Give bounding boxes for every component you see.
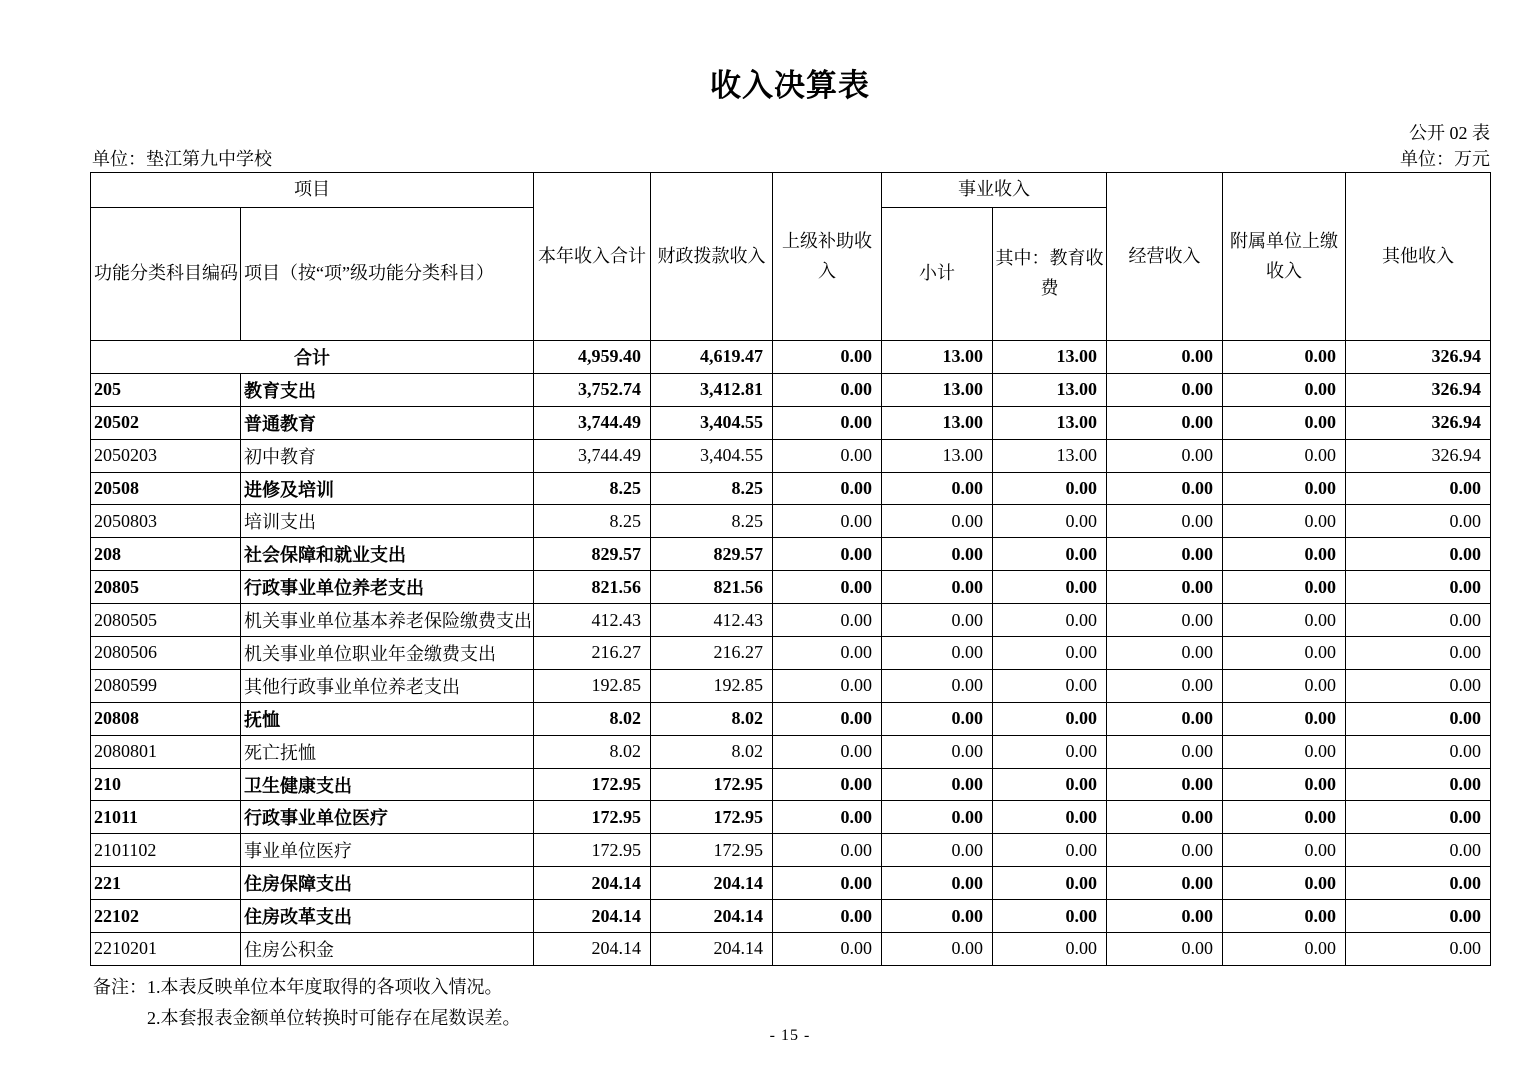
row-value: 13.00 bbox=[882, 406, 993, 439]
row-item-name: 其他行政事业单位养老支出 bbox=[241, 669, 534, 702]
row-function-code: 2080599 bbox=[91, 669, 241, 702]
row-value: 0.00 bbox=[773, 801, 882, 834]
row-value: 192.85 bbox=[651, 669, 773, 702]
row-value: 0.00 bbox=[1107, 669, 1223, 702]
header-project-group: 项目 bbox=[91, 173, 534, 208]
row-value: 0.00 bbox=[1346, 571, 1491, 604]
header-function-code: 功能分类科目编码 bbox=[91, 208, 241, 341]
row-value: 0.00 bbox=[773, 571, 882, 604]
table-row bbox=[91, 439, 1491, 472]
row-value: 0.00 bbox=[1223, 406, 1346, 439]
row-value: 0.00 bbox=[1346, 834, 1491, 867]
row-item-name: 卫生健康支出 bbox=[241, 768, 534, 801]
row-value: 0.00 bbox=[1346, 768, 1491, 801]
row-value: 0.00 bbox=[1223, 505, 1346, 538]
header-row-groups bbox=[91, 173, 1491, 208]
row-item-name: 进修及培训 bbox=[241, 472, 534, 505]
table-row bbox=[91, 373, 1491, 406]
row-value: 0.00 bbox=[1107, 900, 1223, 933]
table-row bbox=[91, 571, 1491, 604]
row-function-code: 2080505 bbox=[91, 604, 241, 637]
row-value: 0.00 bbox=[993, 669, 1107, 702]
row-function-code: 21011 bbox=[91, 801, 241, 834]
table-code-label: 公开 02 表 bbox=[1409, 123, 1490, 143]
row-value: 204.14 bbox=[651, 933, 773, 966]
row-value: 0.00 bbox=[1107, 702, 1223, 735]
row-value: 0.00 bbox=[1346, 505, 1491, 538]
row-value: 0.00 bbox=[882, 505, 993, 538]
row-item-name: 行政事业单位医疗 bbox=[241, 801, 534, 834]
row-value: 0.00 bbox=[1346, 900, 1491, 933]
header-total-income: 本年收入合计 bbox=[534, 173, 651, 341]
row-value: 204.14 bbox=[651, 900, 773, 933]
row-function-code: 20808 bbox=[91, 702, 241, 735]
row-value: 0.00 bbox=[882, 669, 993, 702]
row-function-code: 20502 bbox=[91, 406, 241, 439]
footnote-prefix: 备注： bbox=[93, 977, 147, 997]
row-value: 0.00 bbox=[1223, 900, 1346, 933]
row-value: 13.00 bbox=[882, 439, 993, 472]
row-function-code: 2050203 bbox=[91, 439, 241, 472]
row-value: 8.02 bbox=[651, 735, 773, 768]
table-row bbox=[91, 341, 1491, 374]
table-row bbox=[91, 505, 1491, 538]
row-value: 8.25 bbox=[651, 472, 773, 505]
row-value: 0.00 bbox=[882, 571, 993, 604]
row-value: 0.00 bbox=[993, 900, 1107, 933]
row-value: 412.43 bbox=[651, 604, 773, 637]
row-value: 0.00 bbox=[882, 604, 993, 637]
header-superior-subsidy: 上级补助收入 bbox=[773, 173, 882, 341]
row-value: 204.14 bbox=[534, 867, 651, 900]
row-value: 13.00 bbox=[993, 406, 1107, 439]
row-value: 0.00 bbox=[993, 472, 1107, 505]
row-value: 0.00 bbox=[773, 834, 882, 867]
row-item-name: 住房公积金 bbox=[241, 933, 534, 966]
row-item-name: 培训支出 bbox=[241, 505, 534, 538]
row-value: 0.00 bbox=[1346, 637, 1491, 670]
meta-row bbox=[92, 145, 1490, 171]
row-value: 0.00 bbox=[1223, 341, 1346, 374]
row-value: 0.00 bbox=[1346, 538, 1491, 571]
row-value: 0.00 bbox=[773, 669, 882, 702]
table-row bbox=[91, 867, 1491, 900]
row-value: 172.95 bbox=[534, 768, 651, 801]
header-business-income-group: 事业收入 bbox=[882, 173, 1107, 208]
row-value: 8.25 bbox=[534, 505, 651, 538]
row-value: 204.14 bbox=[534, 900, 651, 933]
row-value: 0.00 bbox=[993, 933, 1107, 966]
row-value: 0.00 bbox=[882, 900, 993, 933]
row-value: 412.43 bbox=[534, 604, 651, 637]
footnote-text-1: 1.本表反映单位本年度取得的各项收入情况。 bbox=[147, 977, 503, 997]
row-value: 0.00 bbox=[773, 341, 882, 374]
row-value: 204.14 bbox=[651, 867, 773, 900]
row-function-code: 2080506 bbox=[91, 637, 241, 670]
row-function-code: 2050803 bbox=[91, 505, 241, 538]
row-value: 0.00 bbox=[1346, 604, 1491, 637]
footnote-line-1 bbox=[93, 972, 521, 1003]
row-value: 0.00 bbox=[1107, 571, 1223, 604]
row-value: 0.00 bbox=[773, 505, 882, 538]
row-function-code: 2210201 bbox=[91, 933, 241, 966]
row-value: 0.00 bbox=[1107, 867, 1223, 900]
row-value: 0.00 bbox=[1223, 669, 1346, 702]
row-value: 13.00 bbox=[882, 373, 993, 406]
row-function-code: 22102 bbox=[91, 900, 241, 933]
row-value: 0.00 bbox=[1346, 801, 1491, 834]
row-value: 0.00 bbox=[1223, 637, 1346, 670]
footnote-line-2: 2.本套报表金额单位转换时可能存在尾数误差。 bbox=[147, 1008, 521, 1028]
row-value: 8.02 bbox=[534, 702, 651, 735]
table-row bbox=[91, 768, 1491, 801]
row-function-code: 2080801 bbox=[91, 735, 241, 768]
row-value: 216.27 bbox=[651, 637, 773, 670]
row-value: 0.00 bbox=[993, 505, 1107, 538]
row-value: 0.00 bbox=[773, 900, 882, 933]
table-row bbox=[91, 900, 1491, 933]
row-function-code: 2101102 bbox=[91, 834, 241, 867]
row-item-name: 住房保障支出 bbox=[241, 867, 534, 900]
row-value: 829.57 bbox=[651, 538, 773, 571]
row-item-total: 合计 bbox=[91, 341, 534, 374]
row-value: 0.00 bbox=[773, 373, 882, 406]
row-value: 0.00 bbox=[773, 604, 882, 637]
row-value: 326.94 bbox=[1346, 341, 1491, 374]
row-function-code: 20508 bbox=[91, 472, 241, 505]
row-value: 0.00 bbox=[1346, 472, 1491, 505]
row-value: 172.95 bbox=[534, 834, 651, 867]
row-value: 172.95 bbox=[651, 801, 773, 834]
row-item-name: 事业单位医疗 bbox=[241, 834, 534, 867]
row-value: 0.00 bbox=[993, 637, 1107, 670]
row-value: 0.00 bbox=[1223, 867, 1346, 900]
row-value: 0.00 bbox=[882, 702, 993, 735]
page-title: 收入决算表 bbox=[710, 68, 870, 103]
row-value: 0.00 bbox=[1346, 702, 1491, 735]
row-value: 0.00 bbox=[993, 834, 1107, 867]
row-value: 8.02 bbox=[651, 702, 773, 735]
row-value: 0.00 bbox=[1107, 768, 1223, 801]
row-value: 0.00 bbox=[1346, 669, 1491, 702]
income-final-accounts-table bbox=[90, 172, 1491, 966]
row-value: 0.00 bbox=[1107, 801, 1223, 834]
row-value: 0.00 bbox=[773, 472, 882, 505]
row-value: 3,404.55 bbox=[651, 406, 773, 439]
row-value: 0.00 bbox=[993, 702, 1107, 735]
row-item-name: 死亡抚恤 bbox=[241, 735, 534, 768]
row-value: 0.00 bbox=[1223, 702, 1346, 735]
row-value: 0.00 bbox=[773, 768, 882, 801]
row-value: 0.00 bbox=[773, 702, 882, 735]
row-value: 172.95 bbox=[651, 834, 773, 867]
row-item-name: 社会保障和就业支出 bbox=[241, 538, 534, 571]
header-other-income: 其他收入 bbox=[1346, 173, 1491, 341]
row-function-code: 208 bbox=[91, 538, 241, 571]
row-value: 0.00 bbox=[882, 834, 993, 867]
row-value: 0.00 bbox=[882, 735, 993, 768]
row-value: 0.00 bbox=[993, 604, 1107, 637]
row-value: 204.14 bbox=[534, 933, 651, 966]
row-function-code: 20805 bbox=[91, 571, 241, 604]
row-value: 821.56 bbox=[651, 571, 773, 604]
table-row bbox=[91, 538, 1491, 571]
row-value: 0.00 bbox=[1107, 406, 1223, 439]
row-value: 0.00 bbox=[993, 571, 1107, 604]
row-value: 0.00 bbox=[1223, 768, 1346, 801]
row-value: 0.00 bbox=[773, 637, 882, 670]
row-function-code: 221 bbox=[91, 867, 241, 900]
header-item-name: 项目（按“项”级功能分类科目） bbox=[241, 208, 534, 341]
row-value: 0.00 bbox=[1107, 834, 1223, 867]
row-value: 0.00 bbox=[1346, 735, 1491, 768]
row-value: 0.00 bbox=[1223, 439, 1346, 472]
org-unit-label: 单位：垫江第九中学校 bbox=[92, 149, 272, 169]
header-fiscal-appropriation: 财政拨款收入 bbox=[651, 173, 773, 341]
row-value: 0.00 bbox=[1223, 571, 1346, 604]
row-value: 0.00 bbox=[882, 768, 993, 801]
row-value: 0.00 bbox=[1107, 933, 1223, 966]
row-value: 8.25 bbox=[651, 505, 773, 538]
row-item-name: 机关事业单位基本养老保险缴费支出 bbox=[241, 604, 534, 637]
row-value: 0.00 bbox=[1346, 867, 1491, 900]
row-value: 0.00 bbox=[773, 406, 882, 439]
row-value: 0.00 bbox=[882, 867, 993, 900]
row-value: 0.00 bbox=[882, 472, 993, 505]
currency-unit-label: 单位：万元 bbox=[1400, 149, 1490, 169]
row-value: 0.00 bbox=[773, 439, 882, 472]
row-value: 0.00 bbox=[993, 801, 1107, 834]
row-item-name: 普通教育 bbox=[241, 406, 534, 439]
row-value: 3,744.49 bbox=[534, 406, 651, 439]
row-value: 0.00 bbox=[1107, 604, 1223, 637]
row-item-name: 住房改革支出 bbox=[241, 900, 534, 933]
table-row bbox=[91, 933, 1491, 966]
row-value: 0.00 bbox=[773, 867, 882, 900]
row-value: 0.00 bbox=[1107, 505, 1223, 538]
row-value: 0.00 bbox=[773, 538, 882, 571]
table-row bbox=[91, 801, 1491, 834]
header-subtotal: 小计 bbox=[882, 208, 993, 341]
row-value: 0.00 bbox=[1223, 538, 1346, 571]
row-value: 0.00 bbox=[993, 538, 1107, 571]
row-value: 4,619.47 bbox=[651, 341, 773, 374]
row-value: 0.00 bbox=[1107, 538, 1223, 571]
row-value: 0.00 bbox=[1223, 801, 1346, 834]
table-row bbox=[91, 472, 1491, 505]
row-value: 0.00 bbox=[1107, 373, 1223, 406]
row-value: 0.00 bbox=[993, 867, 1107, 900]
row-value: 0.00 bbox=[1223, 735, 1346, 768]
row-value: 0.00 bbox=[1223, 604, 1346, 637]
row-item-name: 教育支出 bbox=[241, 373, 534, 406]
footnotes bbox=[93, 972, 521, 1034]
row-value: 0.00 bbox=[1223, 472, 1346, 505]
row-item-name: 抚恤 bbox=[241, 702, 534, 735]
row-value: 0.00 bbox=[773, 735, 882, 768]
table-row bbox=[91, 702, 1491, 735]
table-row bbox=[91, 834, 1491, 867]
header-education-fee: 其中：教育收费 bbox=[993, 208, 1107, 341]
row-value: 3,752.74 bbox=[534, 373, 651, 406]
row-value: 0.00 bbox=[993, 735, 1107, 768]
row-value: 216.27 bbox=[534, 637, 651, 670]
row-value: 0.00 bbox=[773, 933, 882, 966]
row-item-name: 初中教育 bbox=[241, 439, 534, 472]
row-value: 3,744.49 bbox=[534, 439, 651, 472]
row-value: 0.00 bbox=[1223, 933, 1346, 966]
row-value: 13.00 bbox=[993, 439, 1107, 472]
row-value: 0.00 bbox=[1346, 933, 1491, 966]
row-item-name: 机关事业单位职业年金缴费支出 bbox=[241, 637, 534, 670]
page-number: - 15 - bbox=[769, 1027, 811, 1044]
row-value: 326.94 bbox=[1346, 439, 1491, 472]
row-value: 0.00 bbox=[882, 538, 993, 571]
row-value: 326.94 bbox=[1346, 406, 1491, 439]
row-value: 0.00 bbox=[1223, 373, 1346, 406]
row-value: 0.00 bbox=[882, 637, 993, 670]
row-value: 0.00 bbox=[993, 768, 1107, 801]
row-value: 821.56 bbox=[534, 571, 651, 604]
row-value: 172.95 bbox=[534, 801, 651, 834]
table-row bbox=[91, 735, 1491, 768]
row-value: 192.85 bbox=[534, 669, 651, 702]
row-value: 0.00 bbox=[1107, 637, 1223, 670]
row-value: 0.00 bbox=[1107, 439, 1223, 472]
table-row bbox=[91, 604, 1491, 637]
row-value: 13.00 bbox=[993, 373, 1107, 406]
row-function-code: 205 bbox=[91, 373, 241, 406]
row-value: 0.00 bbox=[1107, 472, 1223, 505]
row-value: 13.00 bbox=[993, 341, 1107, 374]
row-value: 8.25 bbox=[534, 472, 651, 505]
row-value: 326.94 bbox=[1346, 373, 1491, 406]
header-operating-income: 经营收入 bbox=[1107, 173, 1223, 341]
row-value: 0.00 bbox=[882, 801, 993, 834]
row-value: 0.00 bbox=[1223, 834, 1346, 867]
row-value: 3,412.81 bbox=[651, 373, 773, 406]
row-value: 4,959.40 bbox=[534, 341, 651, 374]
header-affiliated-remitted: 附属单位上缴收入 bbox=[1223, 173, 1346, 341]
row-function-code: 210 bbox=[91, 768, 241, 801]
row-value: 0.00 bbox=[882, 933, 993, 966]
table-row bbox=[91, 669, 1491, 702]
row-value: 13.00 bbox=[882, 341, 993, 374]
row-value: 172.95 bbox=[651, 768, 773, 801]
row-value: 3,404.55 bbox=[651, 439, 773, 472]
table-row bbox=[91, 406, 1491, 439]
row-item-name: 行政事业单位养老支出 bbox=[241, 571, 534, 604]
row-value: 829.57 bbox=[534, 538, 651, 571]
row-value: 8.02 bbox=[534, 735, 651, 768]
row-value: 0.00 bbox=[1107, 341, 1223, 374]
table-row bbox=[91, 637, 1491, 670]
row-value: 0.00 bbox=[1107, 735, 1223, 768]
